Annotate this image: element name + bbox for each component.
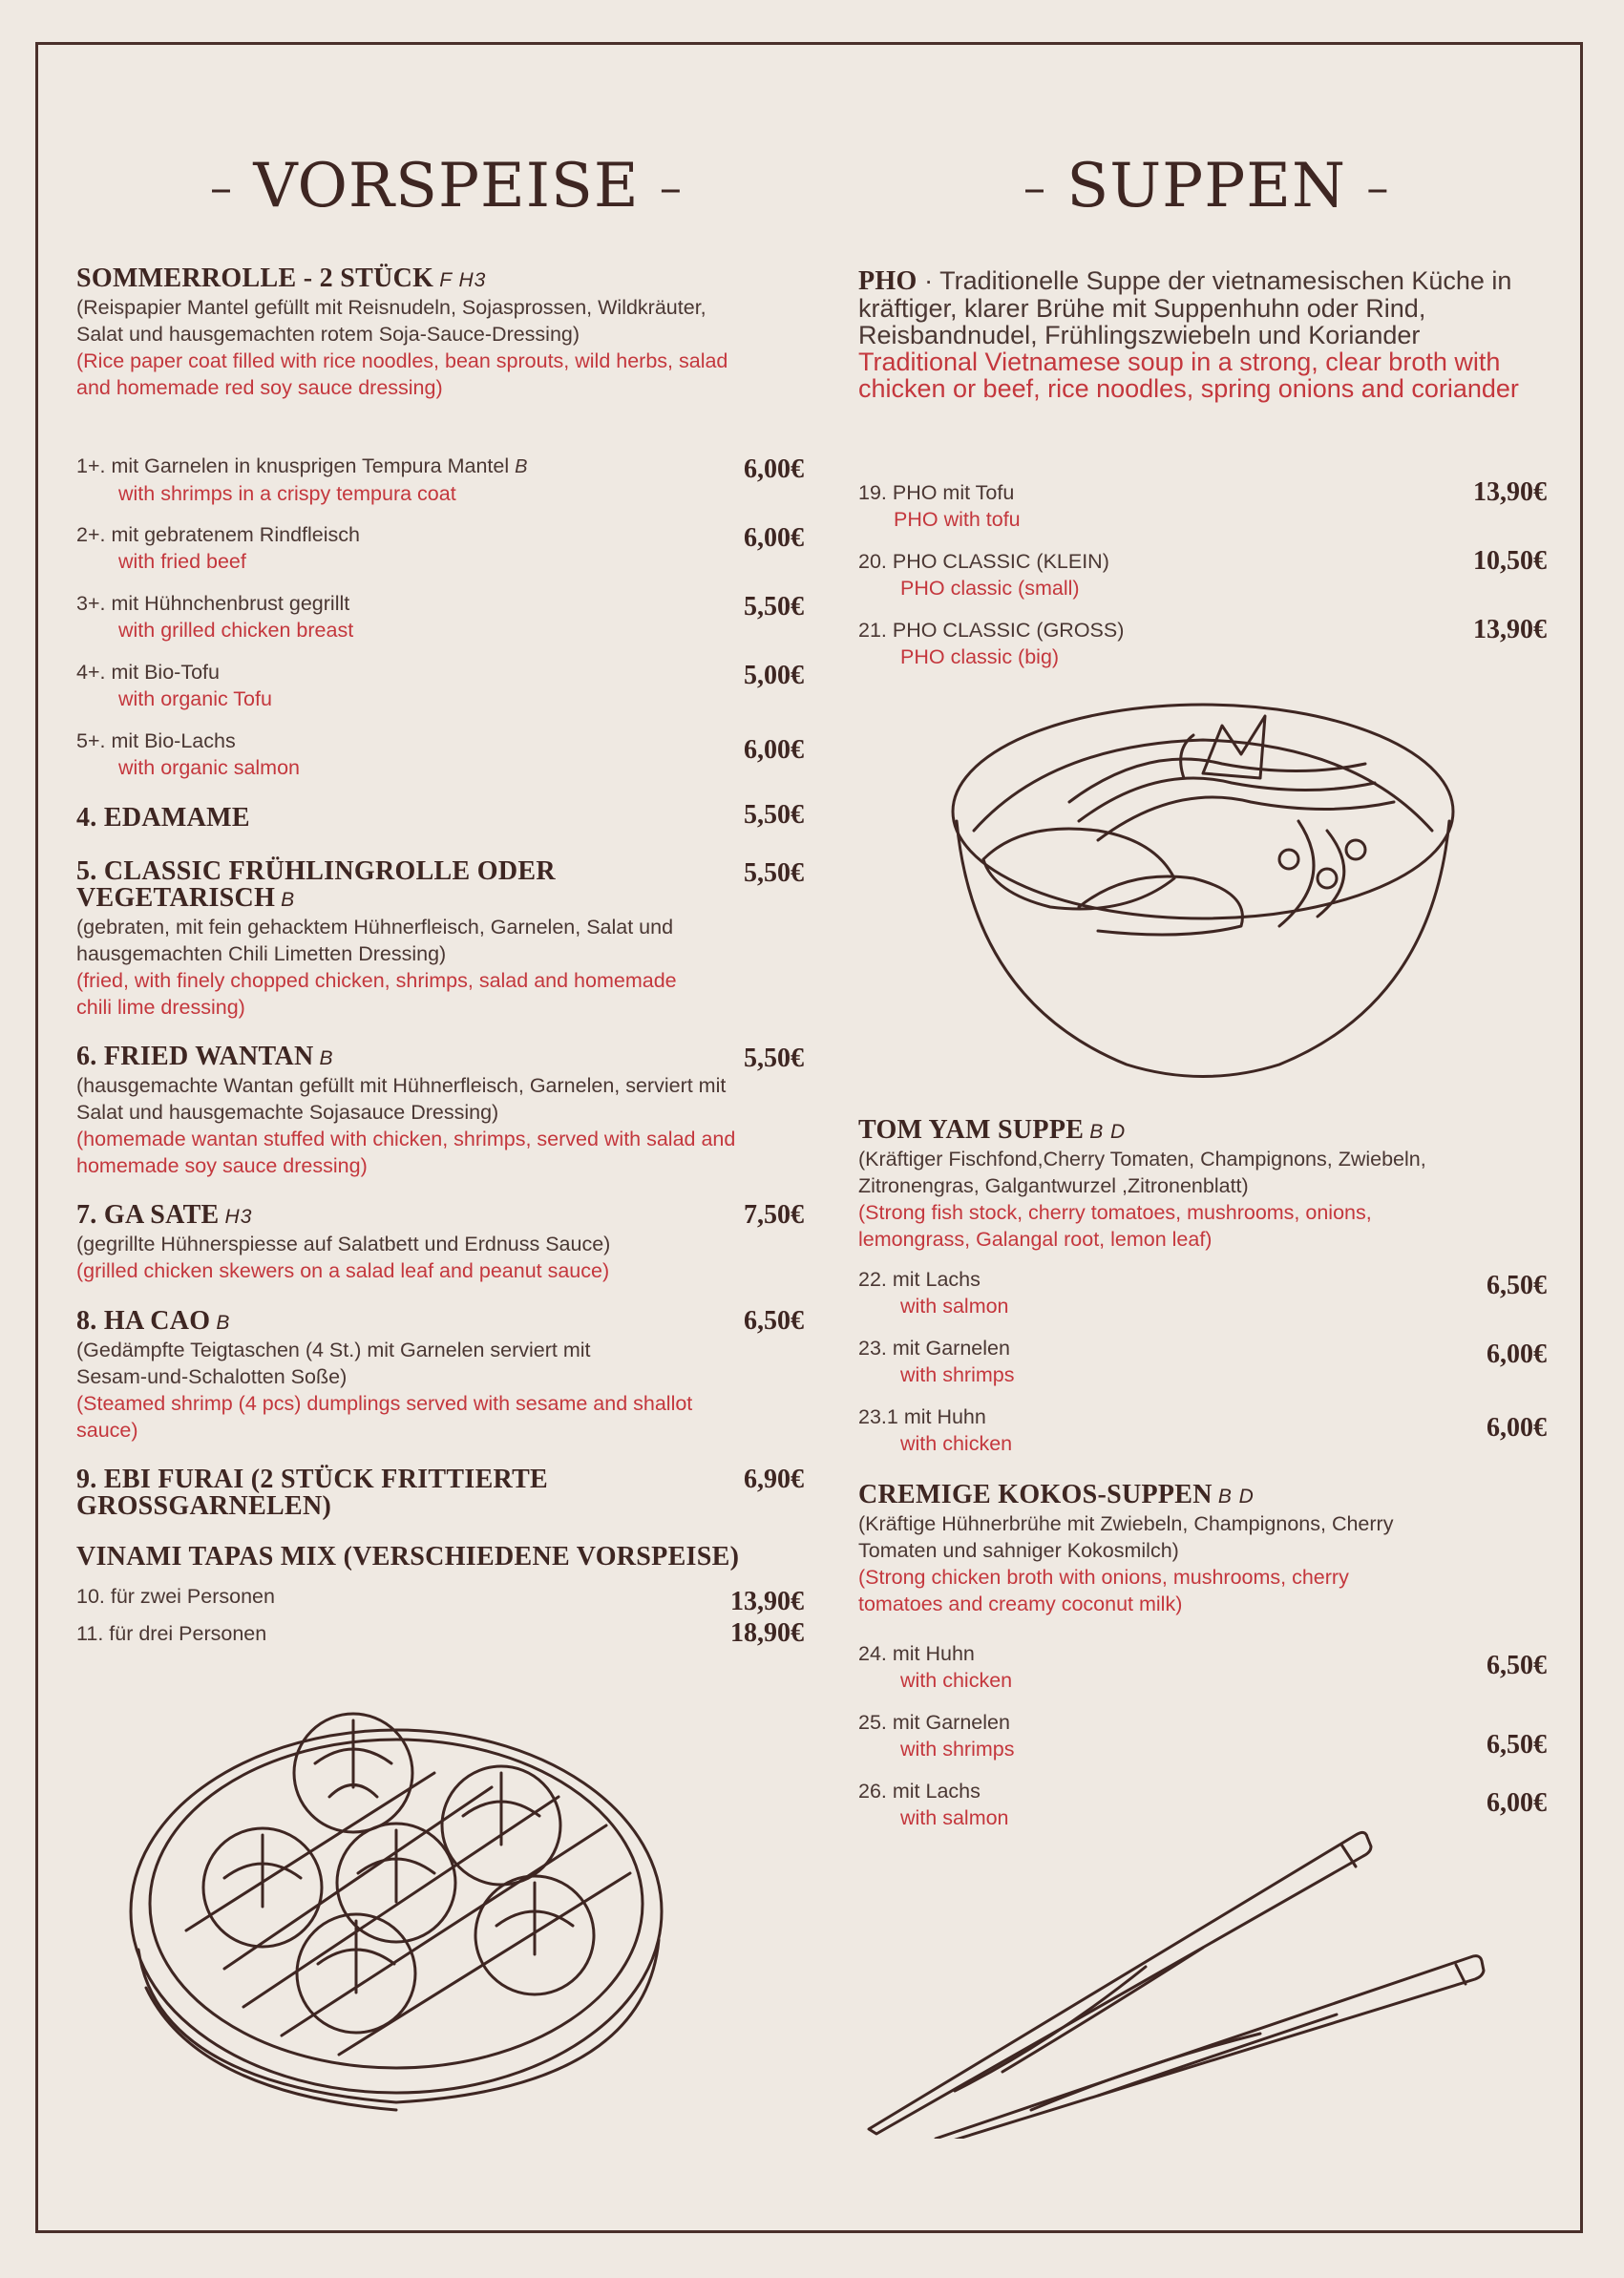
- item-description-de: (hausgemachte Wantan gefüllt mit Hühnerfleisch, Garnelen, serviert mit Salat und hausgemachte Sojasauce Dressing): [76, 1074, 727, 1124]
- option-label: 21. PHO CLASSIC (GROSS): [858, 619, 1125, 642]
- option-3: [76, 590, 353, 643]
- price: 6,50€: [1487, 1651, 1547, 1680]
- option-translation: PHO with tofu: [894, 508, 1021, 531]
- option-2: [76, 521, 360, 575]
- price: 13,90€: [730, 1587, 804, 1616]
- allergen-code: F H3: [439, 269, 487, 291]
- item-description-de: (Kräftiger Fischfond,Cherry Tomaten, Champignons, Zwiebeln, Zitronengras, Galgantwurzel ,Zitronenblatt): [858, 1148, 1426, 1197]
- chopsticks-illustration: [859, 1814, 1489, 2139]
- option-translation: with chicken: [900, 1669, 1013, 1692]
- option-translation: with salmon: [900, 1295, 1009, 1318]
- option-label: 1+. mit Garnelen in knusprigen Tempura Mantel: [76, 454, 510, 477]
- option-translation: with grilled chicken breast: [118, 619, 354, 642]
- allergen-code: B: [216, 1312, 231, 1334]
- option-translation: with shrimps: [900, 1738, 1015, 1761]
- item-title-line1: 9. EBI FURAI (2 STÜCK FRITTIERTE: [76, 1465, 549, 1494]
- menu-item-sommerrolle: [76, 265, 745, 401]
- option-label: 4+. mit Bio-Tofu: [76, 661, 220, 684]
- option-translation: with shrimps in a crispy tempura coat: [118, 482, 456, 505]
- menu-item-tomyam: [858, 1117, 1546, 1253]
- item-title-line2: GROSSGARNELEN): [76, 1491, 332, 1521]
- price: 6,00€: [1487, 1413, 1547, 1443]
- pho-option-19: [858, 479, 1021, 533]
- tomyam-option-22: [858, 1266, 1009, 1319]
- tapas-option-1: 10. für zwei Personen: [76, 1585, 275, 1608]
- item-title: TOM YAM SUPPE: [858, 1115, 1085, 1145]
- menu-item-hacao: [76, 1308, 745, 1444]
- kokos-option-25: [858, 1709, 1014, 1762]
- item-description-de: (Kräftige Hühnerbrühe mit Zwiebeln, Champignons, Cherry Tomaten und sahniger Kokosmilch): [858, 1512, 1394, 1562]
- price: 10,50€: [1473, 546, 1547, 576]
- price: 6,90€: [744, 1465, 804, 1494]
- allergen-code: B: [515, 456, 529, 477]
- item-description-de: (gebraten, mit fein gehacktem Hühnerfleisch, Garnelen, Salat und hausgemachten Chili Limetten Dressing): [76, 916, 674, 965]
- section-heading-vorspeise: – VORSPEISE –: [210, 151, 683, 221]
- option-5: [76, 728, 300, 781]
- price: 6,00€: [744, 454, 804, 484]
- item-description-en: (homemade wantan stuffed with chicken, shrimps, served with salad and homemade soy sauce dressing): [76, 1128, 736, 1177]
- item-description-de: (Gedämpfte Teigtaschen (4 St.) mit Garnelen serviert mit Sesam-und-Schalotten Soße): [76, 1339, 591, 1388]
- option-translation: with salmon: [900, 1806, 1009, 1829]
- price: 5,50€: [744, 1044, 804, 1073]
- price: 5,50€: [744, 800, 804, 830]
- item-description-en: (Rice paper coat filled with rice noodles, bean sprouts, wild herbs, salad and homemade red soy sauce dressing): [76, 349, 728, 399]
- allergen-code: B: [319, 1047, 334, 1069]
- price: 7,50€: [744, 1200, 804, 1230]
- option-translation: PHO classic (small): [900, 577, 1080, 600]
- option-label: 5+. mit Bio-Lachs: [76, 729, 236, 752]
- option-translation: with chicken: [900, 1432, 1013, 1455]
- menu-item-pho: [858, 267, 1555, 402]
- item-description-en: (grilled chicken skewers on a salad leaf and peanut sauce): [76, 1259, 610, 1282]
- dumpling-basket-illustration: [110, 1682, 702, 2131]
- price: 13,90€: [1473, 615, 1547, 644]
- allergen-code: B D: [1217, 1486, 1255, 1508]
- price: 6,50€: [1487, 1730, 1547, 1760]
- menu-item-edamame: 4. EDAMAME: [76, 803, 250, 833]
- menu-item-wantan: [76, 1044, 802, 1179]
- price: 6,00€: [744, 735, 804, 765]
- price: 5,50€: [744, 592, 804, 622]
- allergen-code: H3: [224, 1206, 253, 1228]
- tomyam-option-23: [858, 1335, 1014, 1388]
- item-title-line1: 5. CLASSIC FRÜHLINGROLLE ODER: [76, 856, 556, 886]
- pho-option-21: [858, 617, 1124, 670]
- item-title: CREMIGE KOKOS-SUPPEN: [858, 1480, 1213, 1509]
- option-label: 2+. mit gebratenem Rindfleisch: [76, 523, 360, 546]
- pho-bowl-illustration: [936, 687, 1470, 1088]
- item-description-en: (Strong chicken broth with onions, mushrooms, cherry tomatoes and creamy coconut milk): [858, 1566, 1349, 1615]
- option-translation: with organic Tofu: [118, 687, 272, 710]
- option-label: 26. mit Lachs: [858, 1780, 981, 1803]
- price: 6,00€: [744, 523, 804, 553]
- option-translation: PHO classic (big): [900, 645, 1060, 668]
- option-4: [76, 659, 272, 712]
- menu-item-gasate: [76, 1202, 821, 1284]
- pho-option-20: [858, 548, 1109, 601]
- item-title: PHO: [858, 266, 917, 296]
- option-translation: with fried beef: [118, 550, 246, 573]
- kokos-option-24: [858, 1640, 1012, 1694]
- option-label: 3+. mit Hühnchenbrust gegrillt: [76, 592, 350, 615]
- menu-item-ebifurai: [76, 1466, 548, 1520]
- item-description-de: · Traditionelle Suppe der vietnamesischen Küche in kräftiger, klarer Brühe mit Suppenhuhn oder Rind, Reisbandnudel, Frühlingszwiebeln und Koriander: [858, 266, 1512, 349]
- item-description-de: (gegrillte Hühnerspiesse auf Salatbett und Erdnuss Sauce): [76, 1233, 611, 1255]
- option-label: 24. mit Huhn: [858, 1642, 975, 1665]
- item-title: 6. FRIED WANTAN: [76, 1042, 314, 1071]
- option-translation: with organic salmon: [118, 756, 301, 779]
- allergen-code: B D: [1089, 1121, 1127, 1143]
- tomyam-option-23-1: [858, 1403, 1012, 1457]
- item-description-en: (Steamed shrimp (4 pcs) dumplings served with sesame and shallot sauce): [76, 1392, 693, 1442]
- item-title: 8. HA CAO: [76, 1306, 211, 1336]
- option-label: 25. mit Garnelen: [858, 1711, 1010, 1734]
- tapas-option-2: 11. für drei Personen: [76, 1622, 267, 1645]
- option-1: [76, 453, 528, 507]
- item-title-line2: VEGETARISCH: [76, 883, 276, 913]
- price: 18,90€: [730, 1618, 804, 1648]
- option-label: 23.1 mit Huhn: [858, 1405, 986, 1428]
- menu-item-kokos: [858, 1482, 1546, 1617]
- option-translation: with shrimps: [900, 1363, 1015, 1386]
- item-description-en: Traditional Vietnamese soup in a strong, clear broth with chicken or beef, rice noodles, spring onions and coriander: [858, 348, 1519, 403]
- price: 13,90€: [1473, 477, 1547, 507]
- price: 6,00€: [1487, 1339, 1547, 1369]
- price: 5,50€: [744, 858, 804, 888]
- section-heading-suppen: – SUPPEN –: [1023, 151, 1390, 221]
- option-label: 19. PHO mit Tofu: [858, 481, 1015, 504]
- option-label: 22. mit Lachs: [858, 1268, 981, 1291]
- price: 6,00€: [1487, 1788, 1547, 1818]
- price: 6,50€: [744, 1306, 804, 1336]
- menu-item-fruehlingsrolle: [76, 858, 745, 1021]
- option-label: 23. mit Garnelen: [858, 1337, 1010, 1360]
- allergen-code: B: [281, 889, 296, 911]
- option-label: 20. PHO CLASSIC (KLEIN): [858, 550, 1109, 573]
- item-title: 7. GA SATE: [76, 1200, 220, 1230]
- price: 6,50€: [1487, 1271, 1547, 1300]
- item-title: SOMMERROLLE - 2 STÜCK: [76, 264, 434, 293]
- item-description-de: (Reispapier Mantel gefüllt mit Reisnudeln, Sojasprossen, Wildkräuter, Salat und hausgemachten rotem Soja-Sauce-Dressing): [76, 296, 707, 346]
- price: 5,00€: [744, 661, 804, 690]
- menu-item-tapas: VINAMI TAPAS MIX (VERSCHIEDENE VORSPEISE): [76, 1542, 740, 1571]
- item-description-en: (Strong fish stock, cherry tomatoes, mushrooms, onions, lemongrass, Galangal root, lemon leaf): [858, 1201, 1372, 1251]
- item-description-en: (fried, with finely chopped chicken, shrimps, salad and homemade chili lime dressing): [76, 969, 677, 1019]
